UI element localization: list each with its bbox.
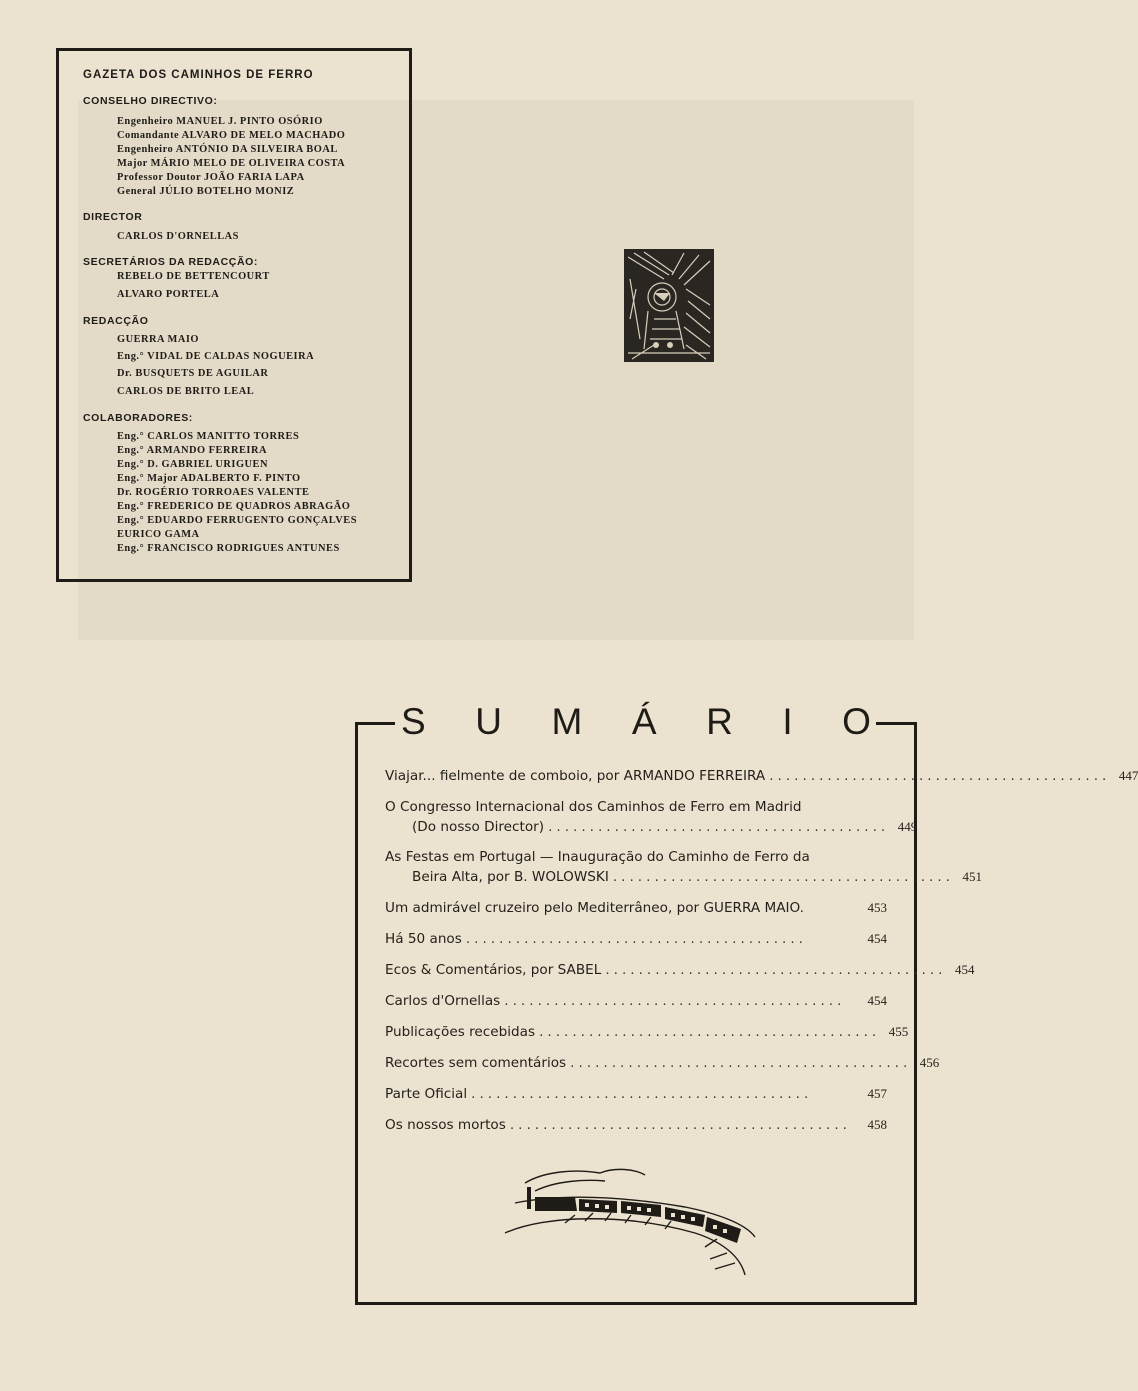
train-illustration-icon: [505, 1163, 765, 1279]
conselho-heading: CONSELHO DIRECTIVO:: [83, 95, 218, 107]
toc-entry[interactable]: Há 50 anos ......................................... 454: [385, 931, 887, 947]
toc-entry[interactable]: Viajar... fielmente de comboio, por ARMANDO FERREIRA ......................................... 447: [385, 768, 1138, 784]
conselho-list: [117, 115, 409, 199]
person: Eng.° FREDERICO DE QUADROS ABRAGÃO: [117, 501, 351, 513]
toc-entry[interactable]: Ecos & Comentários, por SABEL ......................................... 454: [385, 962, 975, 978]
toc-entry[interactable]: O Congresso Internacional dos Caminhos de Ferro em Madrid (Do nosso Director) ......................................... 449: [385, 799, 918, 835]
person: Engenheiro MANUEL J. PINTO OSÓRIO: [117, 116, 323, 127]
person: Eng.° D. GABRIEL URIGUEN: [117, 459, 268, 471]
colaboradores-list: [117, 430, 409, 556]
person: CARLOS D'ORNELLAS: [117, 231, 239, 242]
person: Eng.° ARMANDO FERREIRA: [117, 445, 267, 457]
person: EURICO GAMA: [117, 529, 200, 541]
director-heading: DIRECTOR: [83, 211, 143, 223]
secretarios-list: [117, 268, 409, 303]
person: Dr. ROGÉRIO TORROAES VALENTE: [117, 487, 310, 499]
person: Major MÁRIO MELO DE OLIVEIRA COSTA: [117, 158, 346, 169]
heading-letter: S: [401, 701, 426, 742]
person: Comandante ALVARO DE MELO MACHADO: [117, 130, 346, 141]
person: Eng.° CARLOS MANITTO TORRES: [117, 431, 300, 443]
heading-letter: Á: [631, 701, 657, 742]
toc-entry[interactable]: Um admirável cruzeiro pelo Mediterrâneo, por GUERRA MAIO. 453: [385, 900, 887, 916]
heading-letter: R: [706, 701, 733, 742]
secretarios-heading: SECRETÁRIOS DA REDACÇÃO:: [83, 256, 259, 269]
person: General JÚLIO BOTELHO MONIZ: [117, 186, 295, 197]
redaccao-heading: REDACÇÃO: [83, 314, 149, 327]
person: Eng.° FRANCISCO RODRIGUES ANTUNES: [117, 543, 340, 555]
heading-letter: M: [551, 701, 583, 742]
colaboradores-heading: COLABORADORES:: [83, 412, 193, 425]
person: Eng.° VIDAL DE CALDAS NOGUEIRA: [117, 351, 315, 363]
person: Dr. BUSQUETS DE AGUILAR: [117, 368, 269, 380]
heading-letter: O: [842, 701, 871, 742]
person: ALVARO PORTELA: [117, 288, 220, 300]
heading-letter: U: [475, 701, 502, 742]
table-of-contents: [385, 768, 1138, 1137]
locomotive-woodcut-icon: [624, 249, 714, 362]
masthead-title: GAZETA DOS CAMINHOS DE FERRO: [83, 69, 314, 81]
person: GUERRA MAIO: [117, 333, 199, 345]
toc-entry[interactable]: Recortes sem comentários ......................................... 456: [385, 1055, 940, 1071]
person: Professor Doutor JOÃO FARIA LAPA: [117, 172, 305, 183]
toc-entry[interactable]: Os nossos mortos ......................................... 458: [385, 1117, 887, 1133]
person: Eng.° Major ADALBERTO F. PINTO: [117, 473, 301, 485]
sumario-heading: [355, 700, 917, 744]
person: CARLOS DE BRITO LEAL: [117, 385, 255, 397]
redaccao-list: [117, 331, 409, 400]
toc-entry[interactable]: Carlos d'Ornellas ......................................... 454: [385, 993, 887, 1009]
toc-entry[interactable]: Publicações recebidas ......................................... 455: [385, 1024, 909, 1040]
toc-entry[interactable]: Parte Oficial ......................................... 457: [385, 1086, 887, 1102]
person: REBELO DE BETTENCOURT: [117, 271, 270, 283]
director-list: [117, 228, 409, 245]
masthead-box: [56, 48, 412, 582]
heading-letter: I: [782, 701, 793, 742]
person: Eng.° EDUARDO FERRUGENTO GONÇALVES: [117, 515, 357, 527]
toc-entry[interactable]: As Festas em Portugal — Inauguração do Caminho de Ferro da Beira Alta, por B. WOLOWSKI ......................................... 451: [385, 849, 983, 885]
person: Engenheiro ANTÓNIO DA SILVEIRA BOAL: [117, 144, 338, 155]
